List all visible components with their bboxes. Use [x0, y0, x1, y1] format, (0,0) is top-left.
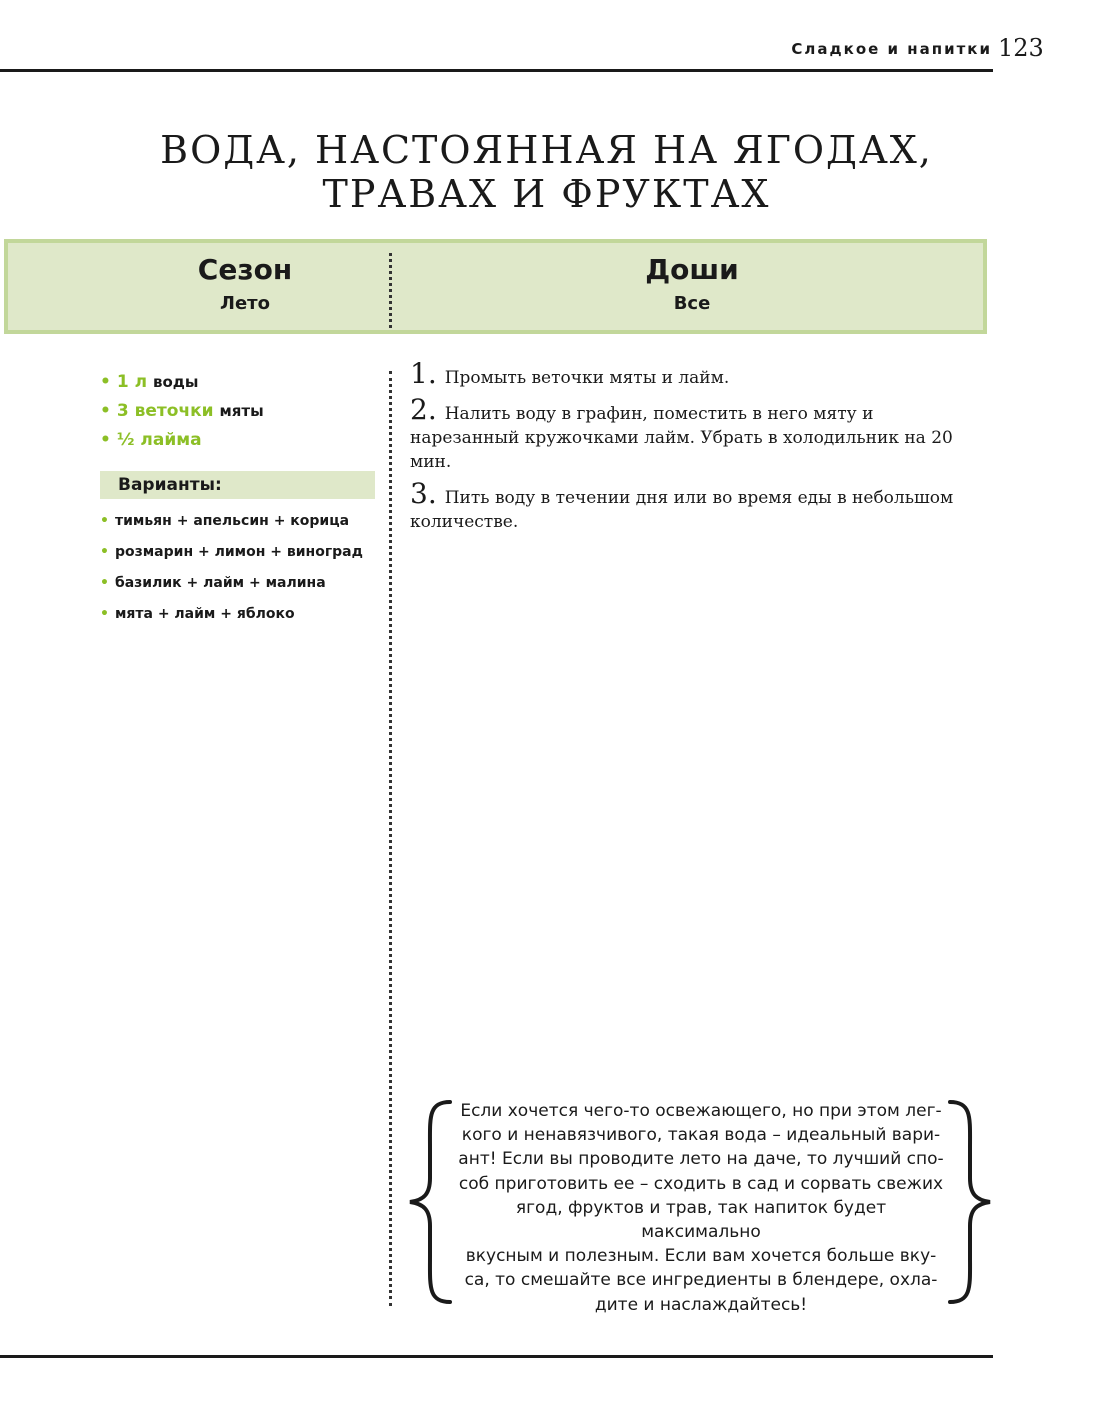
page-number: 123	[998, 34, 1044, 62]
variant-item	[100, 599, 363, 630]
tip-line: ягод, фруктов и трав, так напиток будет максимально	[515, 1197, 887, 1243]
running-head: Сладкое и напитки	[791, 40, 992, 58]
variant-text: мята + лайм + яблоко	[114, 606, 295, 622]
season-block	[100, 251, 390, 319]
steps-list	[410, 357, 975, 542]
variant-item	[100, 568, 363, 599]
variant-text: тимьян + апельсин + корица	[114, 513, 350, 529]
left-brace-icon	[406, 1098, 456, 1306]
bullet-icon: •	[100, 513, 109, 529]
tip-line: дите и наслаждайтесь!	[594, 1294, 808, 1315]
ingredient-amount: 3 веточки	[116, 401, 214, 421]
variant-item	[100, 506, 363, 537]
tip-text	[455, 1099, 947, 1317]
tip-line: Если хочется чего-то освежающего, но при этом лег-	[460, 1101, 942, 1121]
variants-list	[100, 506, 363, 630]
variant-text: базилик + лайм + малина	[114, 575, 326, 591]
step-item	[410, 357, 975, 390]
doshas-block	[392, 251, 992, 319]
variants-heading: Варианты:	[100, 471, 375, 499]
ingredient-name: воды	[153, 373, 199, 391]
column-divider	[389, 371, 392, 1306]
bullet-icon: •	[100, 544, 109, 560]
bullet-icon: •	[100, 430, 111, 450]
recipe-title-line-1: ВОДА, НАСТОЯННАЯ НА ЯГОДАХ,	[160, 128, 933, 172]
season-value: Лето	[220, 293, 270, 314]
bullet-icon: •	[100, 575, 109, 591]
bottom-rule	[0, 1355, 993, 1358]
step-item	[410, 477, 975, 534]
step-text: Налить воду в графин, поместить в него мяту и нарезанный кружочками лайм. Убрать в холодильник на 20 мин.	[410, 404, 953, 472]
ingredient-list	[100, 368, 264, 455]
doshas-value: Все	[673, 293, 711, 314]
step-number: 1.	[410, 357, 437, 390]
tip-line: вкусным и полезным. Если вам хочется больше вку-	[465, 1246, 937, 1267]
ingredient-item	[100, 368, 264, 397]
ingredient-name: мяты	[219, 402, 264, 420]
right-brace-icon	[944, 1098, 994, 1306]
bullet-icon: •	[100, 401, 111, 421]
season-label: Сезон	[197, 253, 293, 286]
recipe-title-line-2: ТРАВАХ И ФРУКТАХ	[322, 172, 771, 216]
doshas-label: Доши	[645, 253, 739, 286]
variant-item	[100, 537, 363, 568]
ingredient-amount: ½ лайма	[116, 430, 202, 450]
bullet-icon: •	[100, 372, 111, 392]
step-text: Промыть веточки мяты и лайм.	[444, 368, 730, 388]
step-number: 2.	[410, 393, 437, 426]
top-rule	[0, 69, 993, 72]
tip-line: соб приготовить ее – сходить в сад и сорвать свежих	[458, 1173, 944, 1194]
tip-line: ант! Если вы проводите лето на даче, то лучший спо-	[458, 1149, 944, 1170]
ingredient-amount: 1 л	[116, 372, 148, 392]
ingredient-item	[100, 426, 264, 455]
tip-line: са, то смешайте все ингредиенты в блендере, охла-	[464, 1270, 938, 1291]
ingredient-item	[100, 397, 264, 426]
step-item	[410, 393, 975, 474]
bullet-icon: •	[100, 606, 109, 622]
variant-text: розмарин + лимон + виноград	[114, 544, 363, 560]
tip-line: кого и ненавязчивого, такая вода – идеальный вари-	[461, 1125, 941, 1146]
step-text: Пить воду в течении дня или во время еды в небольшом количестве.	[410, 488, 954, 532]
step-number: 3.	[410, 477, 437, 510]
recipe-title	[100, 128, 993, 216]
